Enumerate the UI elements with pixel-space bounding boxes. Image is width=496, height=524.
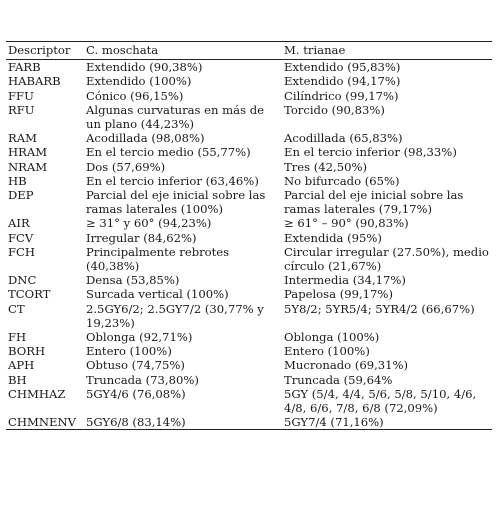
descriptor-cell: AIR bbox=[8, 216, 30, 231]
m-trianae-cell: 5Y8/2; 5YR5/4; 5YR4/2 (66,67%) bbox=[284, 301, 475, 316]
descriptor-cell: DNC bbox=[8, 273, 37, 288]
c-moschata-cell: Oblonga (92,71%) bbox=[86, 330, 193, 345]
table-row bbox=[6, 160, 492, 174]
c-moschata-cell: En el tercio medio (55,77%) bbox=[86, 145, 251, 160]
m-trianae-cell: Circular irregular (27.50%), medio círculo (21,67%) bbox=[284, 244, 489, 274]
header-m-trianae: M. trianae bbox=[284, 43, 346, 57]
table-row bbox=[6, 174, 492, 188]
m-trianae-cell: Mucronado (69,31%) bbox=[284, 358, 409, 373]
m-trianae-cell: Extendido (95,83%) bbox=[284, 60, 401, 75]
c-moschata-cell: Dos (57,69%) bbox=[86, 159, 166, 174]
m-trianae-cell: Tres (42,50%) bbox=[284, 159, 368, 174]
table-row bbox=[6, 302, 492, 330]
descriptor-cell: CT bbox=[8, 301, 25, 316]
descriptor-cell: FH bbox=[8, 330, 27, 345]
m-trianae-cell: 5GY7/4 (71,16%) bbox=[284, 415, 384, 430]
table-row bbox=[6, 145, 492, 159]
descriptor-cell: BORH bbox=[8, 344, 46, 359]
header-descriptor: Descriptor bbox=[8, 43, 71, 57]
c-moschata-cell: Obtuso (74,75%) bbox=[86, 358, 185, 373]
c-moschata-cell: Principalmente rebrotes (40,38%) bbox=[86, 244, 230, 274]
m-trianae-cell: Truncada (59,64% bbox=[284, 372, 393, 387]
descriptor-cell: FFU bbox=[8, 88, 34, 103]
table-row bbox=[6, 330, 492, 344]
table-body bbox=[6, 60, 492, 430]
table-row bbox=[6, 373, 492, 387]
table-row bbox=[6, 231, 492, 245]
descriptor-table bbox=[6, 41, 492, 430]
table-row bbox=[6, 103, 492, 131]
m-trianae-cell: ≥ 61° – 90° (90,83%) bbox=[284, 216, 409, 231]
c-moschata-cell: 5GY4/6 (76,08%) bbox=[86, 386, 186, 401]
descriptor-cell: HABARB bbox=[8, 74, 61, 89]
c-moschata-cell: Algunas curvaturas en más de un plano (44,23%) bbox=[86, 102, 264, 132]
descriptor-cell: CHMNENV bbox=[8, 415, 76, 430]
descriptor-cell: FCV bbox=[8, 230, 34, 245]
table-row bbox=[6, 60, 492, 75]
m-trianae-cell: Parcial del eje inicial sobre las ramas laterales (79,17%) bbox=[284, 188, 464, 217]
table-row bbox=[6, 387, 492, 415]
c-moschata-cell: Parcial del eje inicial sobre las ramas laterales (100%) bbox=[86, 188, 266, 217]
descriptor-cell: APH bbox=[8, 358, 35, 373]
table-row bbox=[6, 287, 492, 301]
table-row bbox=[6, 245, 492, 273]
c-moschata-cell: En el tercio inferior (63,46%) bbox=[86, 173, 259, 188]
table-row bbox=[6, 273, 492, 287]
table-row bbox=[6, 344, 492, 358]
m-trianae-cell: Acodillada (65,83%) bbox=[284, 131, 403, 146]
descriptor-cell: RAM bbox=[8, 131, 37, 146]
descriptor-cell: BH bbox=[8, 372, 27, 387]
c-moschata-cell: Extendido (100%) bbox=[86, 74, 192, 89]
c-moschata-cell: ≥ 31° y 60° (94,23%) bbox=[86, 216, 212, 231]
descriptor-cell: HRAM bbox=[8, 145, 48, 160]
descriptor-cell: TCORT bbox=[8, 287, 51, 302]
m-trianae-cell: Intermedia (34,17%) bbox=[284, 273, 406, 288]
table-row bbox=[6, 89, 492, 103]
header-row bbox=[6, 42, 492, 60]
table-row bbox=[6, 415, 492, 430]
descriptor-cell: HB bbox=[8, 173, 27, 188]
table-row bbox=[6, 358, 492, 372]
m-trianae-cell: Extendido (94,17%) bbox=[284, 74, 401, 89]
descriptor-cell: FARB bbox=[8, 60, 41, 75]
m-trianae-cell: Entero (100%) bbox=[284, 344, 370, 359]
table-header bbox=[6, 42, 492, 60]
m-trianae-cell: Oblonga (100%) bbox=[284, 330, 380, 345]
table-row bbox=[6, 74, 492, 88]
c-moschata-cell: 2.5GY6/2; 2.5GY7/2 (30,77% y 19,23%) bbox=[86, 301, 264, 330]
descriptor-cell: NRAM bbox=[8, 159, 48, 174]
header-c-moschata: C. moschata bbox=[86, 43, 159, 57]
c-moschata-cell: Cónico (96,15%) bbox=[86, 88, 184, 103]
m-trianae-cell: Papelosa (99,17%) bbox=[284, 287, 393, 302]
m-trianae-cell: 5GY (5/4, 4/4, 5/6, 5/8, 5/10, 4/6, 4/8, 6/6, 7/8, 6/8 (72,09%) bbox=[284, 386, 477, 416]
c-moschata-cell: Extendido (90,38%) bbox=[86, 60, 203, 75]
c-moschata-cell: Irregular (84,62%) bbox=[86, 230, 197, 245]
table-row bbox=[6, 216, 492, 230]
m-trianae-cell: No bifurcado (65%) bbox=[284, 173, 400, 188]
table-row bbox=[6, 131, 492, 145]
c-moschata-cell: Truncada (73,80%) bbox=[86, 372, 199, 387]
c-moschata-cell: Acodillada (98,08%) bbox=[86, 131, 205, 146]
descriptor-cell: RFU bbox=[8, 102, 35, 117]
m-trianae-cell: Cilíndrico (99,17%) bbox=[284, 88, 399, 103]
m-trianae-cell: Torcido (90,83%) bbox=[284, 102, 385, 117]
descriptor-cell: FCH bbox=[8, 244, 36, 259]
m-trianae-cell: Extendida (95%) bbox=[284, 230, 382, 245]
descriptor-cell: DEP bbox=[8, 188, 34, 203]
c-moschata-cell: 5GY6/8 (83,14%) bbox=[86, 415, 186, 430]
m-trianae-cell: En el tercio inferior (98,33%) bbox=[284, 145, 457, 160]
c-moschata-cell: Entero (100%) bbox=[86, 344, 172, 359]
table-row bbox=[6, 188, 492, 216]
descriptor-cell: CHMHAZ bbox=[8, 386, 66, 401]
c-moschata-cell: Surcada vertical (100%) bbox=[86, 287, 229, 302]
c-moschata-cell: Densa (53,85%) bbox=[86, 273, 180, 288]
